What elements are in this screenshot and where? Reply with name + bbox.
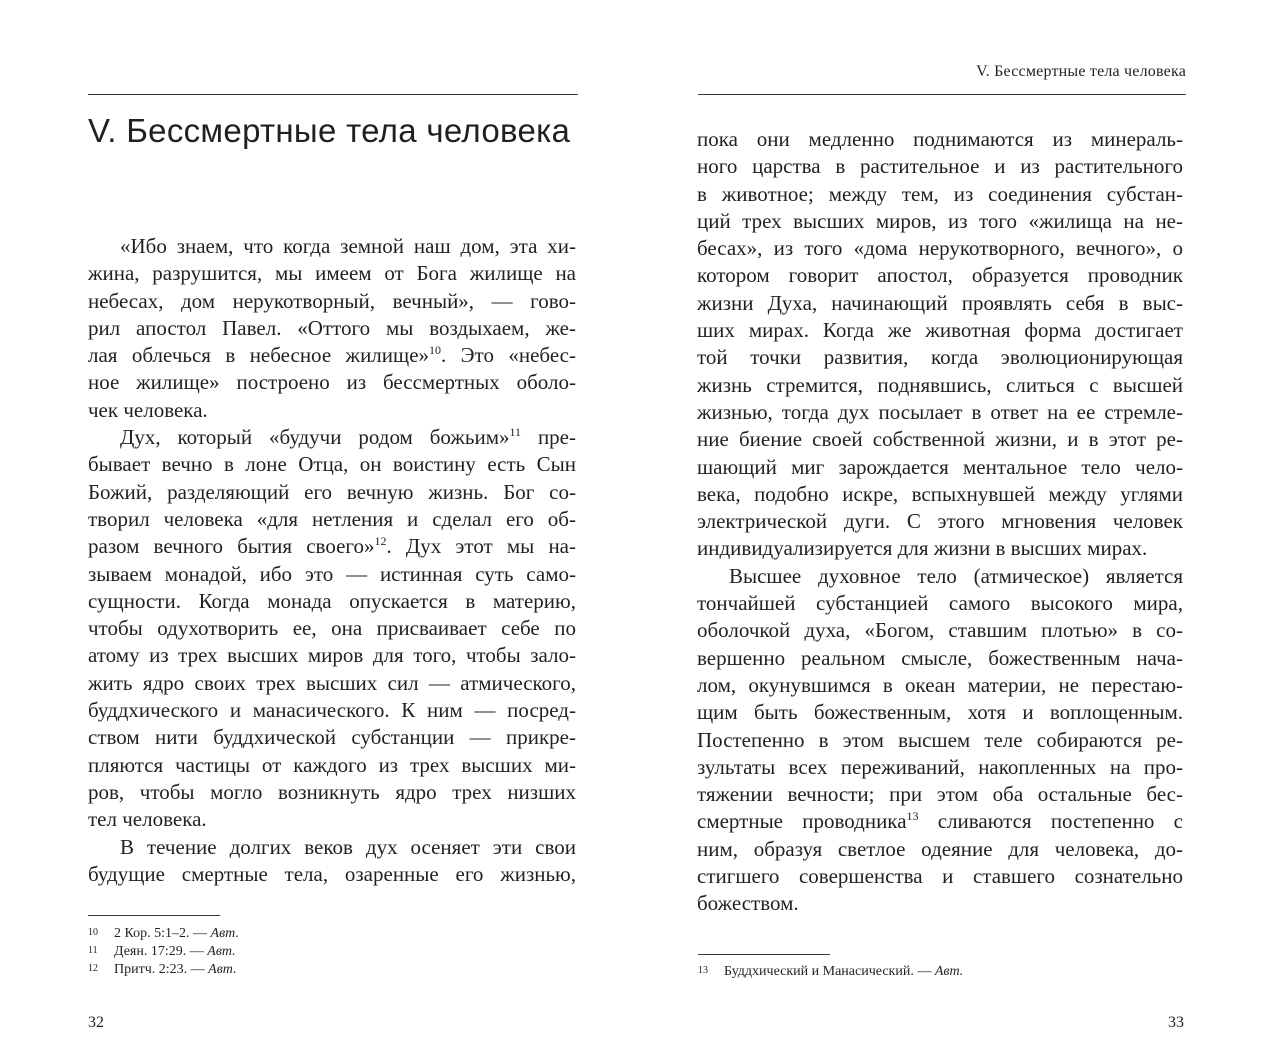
text-line [697, 399, 1183, 426]
line-text: жить ядро своих трех высших сил — атмического, [88, 670, 576, 695]
text-line [697, 781, 1183, 808]
text-line [88, 834, 576, 861]
text-line [697, 535, 1183, 562]
text-line [697, 754, 1183, 781]
text-line [697, 508, 1183, 535]
footnote-text: Деян. 17:29. — [114, 944, 208, 959]
footnote [88, 924, 239, 942]
line-text: зультаты всех переживаний, накопленных на про- [697, 754, 1183, 779]
footnote-number: 10 [88, 927, 98, 938]
line-text: будущие смертные тела, озаренные его жизнью, [88, 861, 576, 886]
text-line [88, 561, 576, 588]
text-line [88, 397, 576, 424]
footnote-ref[interactable]: 10 [429, 343, 442, 358]
line-text: оболочкой духа, «Богом, ставшим плотью» в со- [697, 618, 1183, 643]
page-number: 32 [88, 1014, 104, 1031]
line-text: разом вечного бытия своего» [88, 534, 375, 559]
line-text: жизнь стремится, поднявшись, слиться с высшей [697, 372, 1183, 397]
text-line [88, 369, 576, 396]
footnote [698, 962, 963, 980]
line-text: котором говорит апостол, образуется проводник [697, 263, 1183, 288]
line-text: века, подобно искре, вспыхнувшей между углями [697, 481, 1183, 506]
text-line [697, 454, 1183, 481]
text-line [697, 836, 1183, 863]
line-text: буддхического и манасического. К ним — посред- [88, 698, 576, 723]
body-text [88, 233, 576, 888]
line-text: ним, образуя светлое одеяние для человека, до- [697, 836, 1183, 861]
text-line [88, 288, 576, 315]
text-line [697, 235, 1183, 262]
line-text: бывает вечно в лоне Отца, он воистину есть Сын [88, 452, 576, 477]
text-line [697, 890, 1183, 917]
line-text: индивидуализируется для жизни в высших мирах. [697, 536, 1148, 561]
footnote-ref[interactable]: 12 [374, 534, 387, 549]
line-text: ного царства в растительное и из растительного [697, 154, 1183, 179]
line-text: стигшего совершенства и ставшего сознательно [697, 864, 1183, 889]
line-text: сущности. Когда монада опускается в материю, [88, 588, 576, 613]
line-text: бесах», из того «дома нерукотворного, вечного», о [697, 236, 1183, 261]
text-line [697, 672, 1183, 699]
footnote-text: Притч. 2:23. — [114, 962, 209, 977]
text-line [88, 533, 576, 560]
line-text: творил человека «для нетления и сделал его об- [88, 506, 576, 531]
text-line [88, 424, 576, 451]
footnote-rule [88, 915, 220, 916]
footnote-number: 12 [88, 963, 98, 974]
text-line [697, 563, 1183, 590]
text-line [88, 315, 576, 342]
line-text: жина, разрушится, мы имеем от Бога жилище на [88, 261, 576, 286]
line-text: в животное; между тем, из соединения субстан- [697, 181, 1183, 206]
footnote-author: Авт. [934, 964, 964, 979]
footnote-author: Авт. [208, 962, 237, 977]
line-text: пляются частицы от каждого из трех высших ми- [88, 752, 576, 777]
text-line [697, 426, 1183, 453]
text-line [88, 670, 576, 697]
line-text: ров, чтобы могло возникнуть ядро трех низших [88, 779, 576, 804]
text-line [88, 806, 576, 833]
line-text: пока они медленно поднимаются из минераль- [697, 127, 1183, 151]
footnote-number: 13 [698, 965, 708, 976]
text-line [697, 645, 1183, 672]
text-line [697, 208, 1183, 235]
line-text: шающий миг зарождается ментальное тело чело- [697, 454, 1183, 479]
line-text: ших мирах. Когда же животная форма достигает [697, 318, 1183, 343]
line-text-after: . Это «небес- [441, 343, 576, 368]
text-line [88, 342, 576, 369]
header-rule [88, 94, 578, 95]
text-line [88, 724, 576, 751]
line-text: небесах, дом нерукотворный, вечный», — гово- [88, 288, 576, 313]
line-text: тяжении вечности; при этом оба остальные бес- [697, 782, 1183, 807]
line-text-after: . Дух этот мы на- [386, 534, 577, 559]
line-text: лом, окунувшимся в океан материи, не перестаю- [697, 672, 1183, 697]
line-text: чек человека. [88, 397, 208, 422]
text-line [88, 752, 576, 779]
text-line [697, 617, 1183, 644]
line-text-after: сливаются постепенно с [918, 809, 1183, 834]
text-line [697, 590, 1183, 617]
line-text: атому из трех высших миров для того, чтобы зало- [88, 643, 576, 668]
line-text: вершенно реальном смысле, божественным нача- [697, 645, 1183, 670]
line-text: «Ибо знаем, что когда земной наш дом, эта хи- [120, 234, 576, 258]
text-line [88, 451, 576, 478]
line-text: ние биение своей собственной жизни, и в этот ре- [697, 427, 1183, 452]
text-line [88, 861, 576, 888]
footnotes [88, 924, 239, 978]
footnote-rule [698, 954, 830, 955]
running-head: V. Бессмертные тела человека [976, 63, 1186, 80]
text-line [88, 697, 576, 724]
line-text: ное жилище» построено из бессмертных оболо- [88, 370, 576, 395]
line-text: щим быть божественным, хотя и воплощенным. [697, 700, 1183, 725]
line-text: той точки развития, когда эволюционирующая [697, 345, 1183, 370]
footnote-text: 2 Кор. 5:1–2. — [114, 926, 211, 941]
body-text [697, 126, 1183, 918]
page-number: 33 [1168, 1014, 1184, 1031]
footnotes [698, 962, 963, 980]
line-text: лая облечься в небесное жилище» [88, 343, 430, 368]
text-line [697, 481, 1183, 508]
text-line [697, 153, 1183, 180]
footnote-number: 11 [88, 945, 98, 956]
chapter-title: V. Бессмертные тела человека [88, 112, 571, 149]
footnote-author: Авт. [210, 926, 239, 941]
text-line [697, 290, 1183, 317]
footnote-ref[interactable]: 11 [509, 425, 522, 440]
line-text: электрической дуги. С этого мгновения человек [697, 509, 1183, 534]
text-line [88, 260, 576, 287]
footnote-ref[interactable]: 13 [906, 809, 919, 824]
text-line [88, 233, 576, 260]
line-text: ством нити буддхической субстанции — прикре- [88, 725, 576, 750]
footnote [88, 960, 239, 978]
text-line [88, 779, 576, 806]
footnote-text: Буддхический и Манасический. — [724, 964, 935, 979]
line-text: божеством. [697, 891, 799, 916]
line-text: Постепенно в этом высшем теле собираются ре- [697, 727, 1183, 752]
line-text: зываем монадой, ибо это — истинная суть само- [88, 561, 576, 586]
line-text: В течение долгих веков дух осеняет эти свои [120, 834, 576, 859]
text-line [697, 808, 1183, 835]
text-line [88, 506, 576, 533]
line-text: рил апостол Павел. «Оттого мы воздыхаем, же- [88, 315, 576, 340]
line-text: жизнью, тогда дух посылает в ответ на ее стремле- [697, 399, 1183, 424]
text-line [697, 262, 1183, 289]
text-line [88, 642, 576, 669]
text-line [697, 863, 1183, 890]
line-text: смертные проводника [697, 809, 907, 834]
line-text: чтобы одухотворить ее, она присваивает себе по [88, 616, 576, 641]
line-text: ций трех высших миров, из того «жилища на не- [697, 208, 1183, 233]
text-line [88, 479, 576, 506]
text-line [697, 317, 1183, 344]
text-line [88, 588, 576, 615]
line-text: жизни Духа, начинающий проявлять себя в выс- [697, 290, 1183, 315]
line-text: тончайшей субстанцией самого высокого мира, [697, 591, 1183, 616]
line-text: тел человека. [88, 807, 207, 832]
text-line [697, 699, 1183, 726]
text-line [88, 615, 576, 642]
footnote [88, 942, 239, 960]
line-text: Божий, разделяющий его вечную жизнь. Бог со- [88, 479, 576, 504]
right-page [632, 0, 1263, 1045]
header-rule [698, 94, 1186, 95]
text-line [697, 181, 1183, 208]
text-line [697, 126, 1183, 153]
text-line [697, 344, 1183, 371]
line-text: Высшее духовное тело (атмическое) является [729, 563, 1183, 588]
line-text: Дух, который «будучи родом божьим» [120, 425, 510, 450]
text-line [697, 372, 1183, 399]
text-line [697, 727, 1183, 754]
line-text-after: пре- [521, 425, 576, 450]
footnote-author: Авт. [207, 944, 236, 959]
